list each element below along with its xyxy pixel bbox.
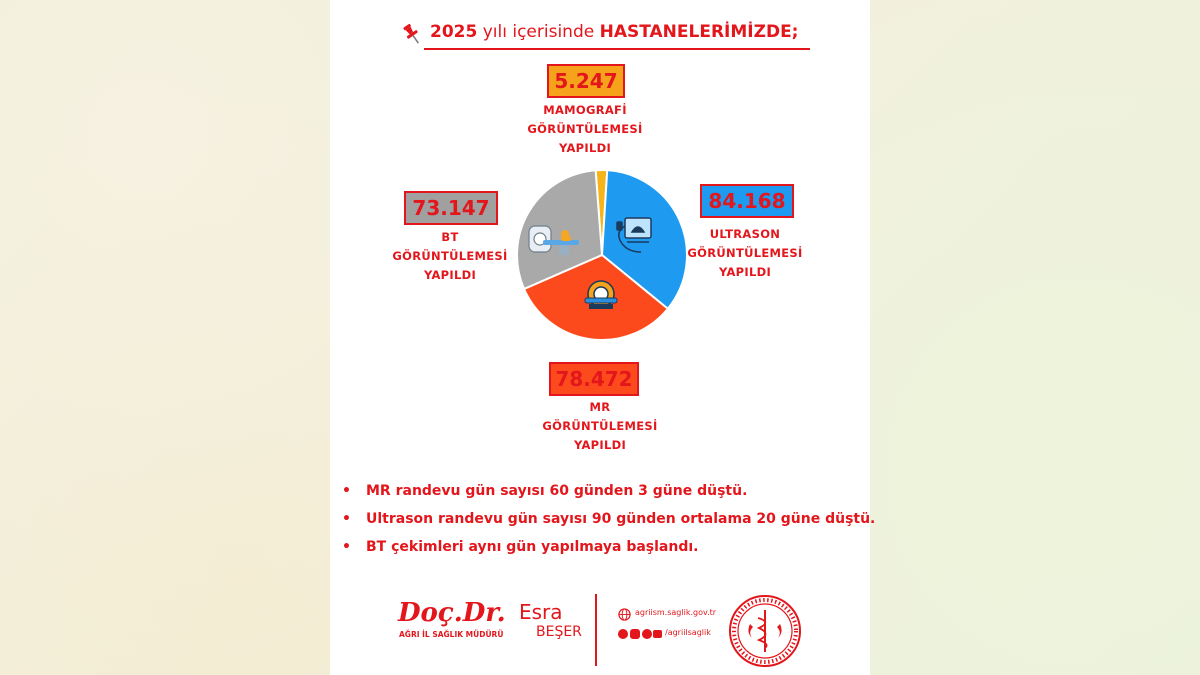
bt-caption (380, 228, 520, 285)
globe-icon (618, 608, 631, 621)
mamografi-caption-line3: YAPILDI (558, 141, 612, 155)
bt-caption-line2: GÖRÜNTÜLEMESİ (392, 249, 508, 263)
bullet-text: MR randevu gün sayısı 60 günden 3 güne düştü. (366, 483, 748, 499)
youtube-icon (653, 630, 662, 638)
bullet-list (340, 483, 876, 567)
list-item (340, 483, 870, 511)
page-title (430, 22, 798, 42)
title-year: 2025 (430, 22, 478, 42)
mr-value: 78.472 (555, 367, 633, 391)
imaging-pie-chart (515, 168, 689, 342)
ultrason-caption-line3: YAPILDI (718, 265, 772, 279)
social-handle[interactable]: /agriilsaglik (665, 628, 711, 637)
bullet-dot: • (342, 483, 351, 499)
mamografi-caption (510, 101, 660, 158)
director-role: AĞRI İL SAĞLIK MÜDÜRÜ (399, 630, 504, 639)
facebook-icon (618, 629, 628, 639)
bt-caption-line3: YAPILDI (423, 268, 477, 282)
mr-caption-line3: YAPILDI (573, 438, 627, 452)
bullet-dot: • (342, 539, 351, 555)
list-item (340, 539, 870, 567)
mr-caption-line2: GÖRÜNTÜLEMESİ (542, 419, 658, 433)
title-underline (424, 48, 810, 50)
ultrason-value-box (700, 184, 794, 218)
instagram-icon (630, 629, 640, 639)
social-media-icons (618, 628, 662, 640)
pushpin-icon (400, 22, 424, 46)
mamografi-caption-line1: MAMOGRAFİ (543, 103, 627, 117)
bt-caption-line1: BT (441, 230, 459, 244)
mamografi-caption-line2: GÖRÜNTÜLEMESİ (527, 122, 643, 136)
title-middle: yılı içerisinde (477, 22, 600, 42)
bt-value: 73.147 (412, 196, 490, 220)
ultrason-caption-line2: GÖRÜNTÜLEMESİ (687, 246, 803, 260)
header (400, 20, 810, 50)
director-surname: BEŞER (536, 624, 582, 640)
website-link[interactable]: agriism.saglik.gov.tr (635, 608, 717, 617)
bullet-dot: • (342, 511, 351, 527)
infographic-card (330, 0, 876, 675)
mr-caption-line1: MR (589, 400, 611, 414)
ultrason-caption (675, 225, 815, 282)
ministry-seal-logo (728, 594, 802, 668)
mr-caption (525, 398, 675, 455)
mamografi-value-box (547, 64, 625, 98)
mr-value-box (549, 362, 639, 396)
footer-divider (595, 594, 597, 666)
mamografi-value: 5.247 (554, 69, 618, 93)
ultrason-caption-line1: ULTRASON (709, 227, 781, 241)
bullet-text: BT çekimleri aynı gün yapılmaya başlandı. (366, 539, 699, 555)
footer (330, 590, 870, 670)
bullet-text: Ultrason randevu gün sayısı 90 günden ortalama 20 güne düştü. (366, 511, 876, 527)
ultrason-value: 84.168 (708, 189, 786, 213)
list-item (340, 511, 876, 539)
signature-title: Doç.Dr. (398, 598, 506, 628)
twitter-icon (642, 629, 652, 639)
bt-value-box (404, 191, 498, 225)
director-first-name: Esra (519, 600, 563, 624)
title-hospitals: HASTANELERİMİZDE; (599, 22, 799, 42)
